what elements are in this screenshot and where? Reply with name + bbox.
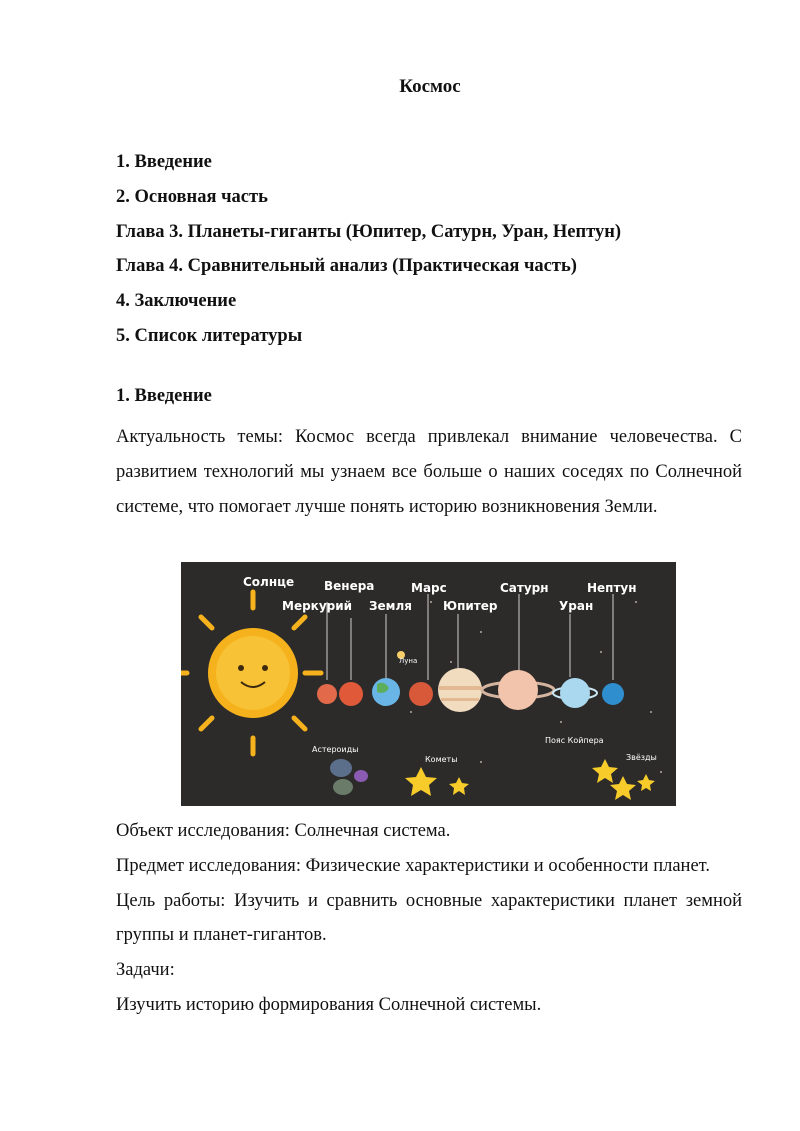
- toc-item-chapter-3: Глава 3. Планеты-гиганты (Юпитер, Сатурн, Уран, Нептун): [116, 221, 622, 242]
- label-sun: Солнце: [243, 575, 295, 589]
- earth-icon: [372, 678, 400, 706]
- jupiter-icon: [438, 668, 482, 712]
- task-item: Изучить историю формирования Солнечной системы.: [116, 994, 542, 1015]
- mars-icon: [409, 682, 433, 706]
- label-neptune: Нептун: [587, 581, 637, 595]
- label-earth: Земля: [369, 599, 412, 613]
- research-section: [116, 814, 742, 1023]
- toc-item-conclusion: 4. Заключение: [116, 291, 237, 312]
- label-stars: Звёзды: [626, 753, 657, 762]
- tasks-label: Задачи:: [116, 960, 175, 981]
- label-mars: Марс: [411, 581, 447, 595]
- research-object: Объект исследования: Солнечная система.: [116, 821, 451, 841]
- toc-item-references: 5. Список литературы: [116, 325, 303, 346]
- intro-paragraph: Актуальность темы: Космос всегда привлекал внимание человечества. С развитием технологий мы узнаем все больше о наших соседях по Солнечной системе, что помогает лучше понять историю возникновения Земли.: [116, 427, 742, 517]
- research-subject: Предмет исследования: Физические характеристики и особенности планет.: [116, 855, 710, 876]
- label-saturn: Сатурн: [500, 581, 549, 595]
- introduction-heading: 1. Введение: [116, 386, 212, 406]
- toc-item-introduction: 1. Введение: [116, 152, 212, 172]
- solar-system-illustration: [181, 562, 676, 806]
- toc-item-chapter-4: Глава 4. Сравнительный анализ (Практическая часть): [116, 256, 577, 277]
- label-venus: Венера: [324, 579, 375, 593]
- label-uranus: Уран: [559, 599, 594, 613]
- research-goal: Цель работы: Изучить и сравнить основные характеристики планет земной группы и планет-гигантов.: [116, 890, 742, 946]
- mercury-icon: [317, 684, 337, 704]
- solar-system-svg: [181, 562, 676, 806]
- label-mercury: Меркурий: [282, 599, 353, 613]
- label-moon: Луна: [399, 657, 418, 665]
- document-title: Космос: [399, 76, 461, 97]
- label-asteroids: Астероиды: [312, 745, 359, 754]
- label-comets: Кометы: [425, 755, 458, 764]
- label-kuiper-belt: Пояс Койпера: [545, 736, 604, 745]
- toc-item-main-part: 2. Основная часть: [116, 186, 268, 207]
- table-of-contents: [116, 145, 621, 354]
- neptune-icon: [602, 683, 624, 705]
- venus-icon: [339, 682, 363, 706]
- label-jupiter: Юпитер: [443, 599, 498, 613]
